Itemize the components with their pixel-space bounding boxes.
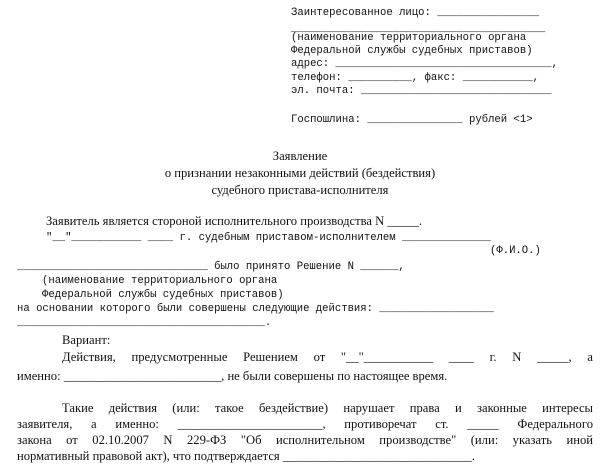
p1-fio-caption: (Ф.И.О.) [490,245,541,257]
title-line-1: Заявление [272,149,328,163]
p2-line-4: нормативный правовой акт), что подтверждается ______________________________. [17,449,475,463]
variant-line-1: Действия, предусмотренные Решением от "__"___________ ____ г. N _____, а [62,350,593,364]
p2-line-3: закона от 02.10.2007 N 229-ФЗ "Об исполнительном производстве" (или: указать иной [17,433,593,447]
p1-body-name-1: (наименование территориального органа [42,275,278,287]
p1-line-2: "__"___________ ____ г. судебным приставом-исполнителем ______________ [46,232,492,244]
p1-line-8: _______________________________________. [17,317,272,329]
fee-line: Госпошлина: _______________ рублей <1> [291,114,533,126]
email-line: эл. почта: ______________________________ [291,85,552,97]
address-line: адрес: __________________________________, [291,58,559,70]
p2-line-2: заявителя, а именно: _______________________, противоречат ст. _____ Федерального [17,417,593,431]
phone-fax-line: телефон: __________, факс: ___________, [291,72,539,84]
variant-line-2: именно: _________________________, не были совершены по настоящее время. [17,369,448,383]
p2-line-1: Такие действия (или: такое бездействие) нарушает права и законные интересы [62,401,593,415]
p1-line-1: Заявитель является стороной исполнительного производства N _____. [46,214,422,228]
underline-top: ________________________________________ [291,23,546,35]
body-name-line-2: Федеральной службы судебных приставов) [291,45,533,57]
p1-body-name-2: Федеральной службы судебных приставов) [42,289,284,301]
variant-label: Вариант: [62,333,111,347]
p1-line-4: ______________________________ было принято Решение N ______, [17,261,405,273]
p1-line-7: на основании которого были совершены следующие действия: __________________ [17,303,494,315]
title-line-2: о признании незаконными действий (бездействия) [164,166,436,180]
body-name-line-1: (наименование территориального органа [291,32,527,44]
title-line-3: судебного пристава-исполнителя [211,183,389,197]
interested-party-line: Заинтересованное лицо: ________________ [291,7,539,19]
